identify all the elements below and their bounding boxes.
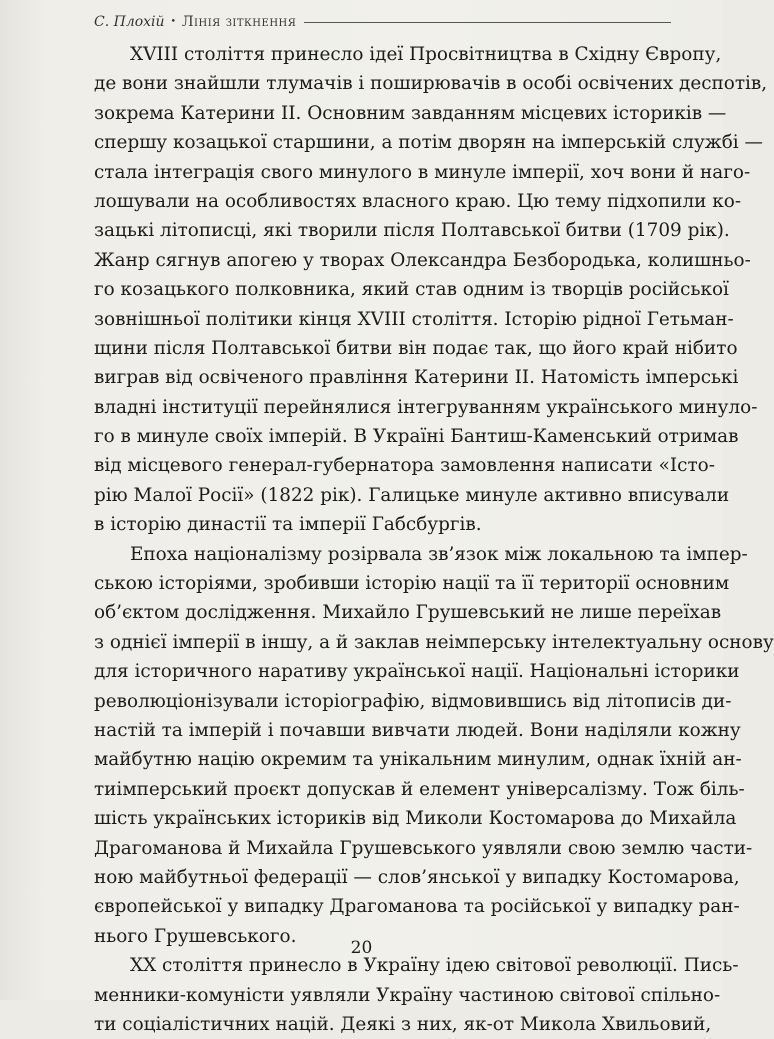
text-line: виграв від освіченого правління Катерини II. Натомість імперські xyxy=(94,367,739,389)
page-number: 20 xyxy=(350,938,373,958)
text-line: настій та імперій і почавши вивчати людей. Вони наділяли кожну xyxy=(94,719,741,741)
header-separator: • xyxy=(170,17,176,27)
header-rule xyxy=(304,22,671,23)
text-line: рію Малої Росії» (1822 рік). Галицьке минуле активно вписували xyxy=(94,484,730,506)
text-line: Драгоманова й Михайла Грушевського уявляли свою землю части- xyxy=(94,837,753,859)
running-header xyxy=(94,14,671,30)
text-line: революціонізували історіографію, відмовившись від літописів ди- xyxy=(94,690,732,712)
header-title: Лінія зіткнення xyxy=(181,14,297,30)
text-line: в історію династії та імперії Габсбургів. xyxy=(94,514,482,536)
text-line: ською історіями, зробивши історію нації та її території основним xyxy=(94,573,730,595)
text-line: Жанр сягнув апогею у творах Олександра Безбородька, колишньо- xyxy=(94,249,751,271)
paragraph xyxy=(94,540,774,951)
paragraph xyxy=(94,951,739,1039)
text-line: го в минуле своїх імперій. В Україні Бантиш-Каменський отримав xyxy=(94,426,739,448)
text-line: XX століття принесло в Україну ідею світової революції. Пись- xyxy=(130,955,739,977)
text-line: від місцевого генерал-губернатора замовлення написати «Істо- xyxy=(94,455,715,477)
text-line: для історичного наративу української нації. Національні історики xyxy=(94,661,740,683)
body-text xyxy=(94,40,774,1039)
text-line: тиімперський проєкт допускав й елемент універсалізму. Тож біль- xyxy=(94,778,745,800)
text-line: зокрема Катерини II. Основним завданням місцевих істориків — xyxy=(94,102,727,124)
text-line: зовнішньої політики кінця XVIII століття. Історію рідної Гетьман- xyxy=(94,308,734,330)
text-line: ти соціалістичних націй. Деякі з них, як-от Микола Хвильовий, xyxy=(94,1013,712,1035)
text-line: Епоха націоналізму розірвала зв’язок між локальною та імпер- xyxy=(130,543,748,565)
text-line: зацькі літописці, які творили після Полтавської битви (1709 рік). xyxy=(94,220,730,242)
text-line: нього Грушевського. xyxy=(94,925,297,947)
text-line: ною майбутньої федерації — слов’янської у випадку Костомарова, xyxy=(94,866,740,888)
text-line: спершу козацької старшини, а потім дворян на імперській службі — xyxy=(94,132,763,154)
text-line: лошували на особливостях власного краю. Цю тему підхопили ко- xyxy=(94,190,742,212)
text-line: майбутню націю окремим та унікальним минулим, однак їхній ан- xyxy=(94,749,742,771)
text-line: менники-комуністи уявляли Україну частиною світової спільно- xyxy=(94,984,721,1006)
text-line: де вони знайшли тлумачів і поширювачів в особі освічених деспотів, xyxy=(94,73,768,95)
text-line: владні інституції перейнялися інтегруванням українського минуло- xyxy=(94,396,758,418)
text-line: шість українських істориків від Миколи Костомарова до Михайла xyxy=(94,808,737,830)
text-line: європейської у випадку Драгоманова та російської у випадку ран- xyxy=(94,896,740,918)
paragraph xyxy=(94,40,768,540)
text-line: об’єктом дослідження. Михайло Грушевський не лише переїхав xyxy=(94,602,722,624)
text-line: щини після Полтавської битви він подає так, що його край нібито xyxy=(94,337,738,359)
text-line: го козацького полковника, який став одним із творців російської xyxy=(94,279,729,301)
header-author: С. Плохій xyxy=(94,14,165,30)
text-line: XVIII століття принесло ідеї Просвітництва в Східну Європу, xyxy=(130,44,722,65)
text-line: стала інтеграція свого минулого в минуле імперії, хоч вони й наго- xyxy=(94,161,751,183)
text-line: з однієї імперії в іншу, а й заклав неімперську інтелектуальну основу xyxy=(94,631,774,653)
